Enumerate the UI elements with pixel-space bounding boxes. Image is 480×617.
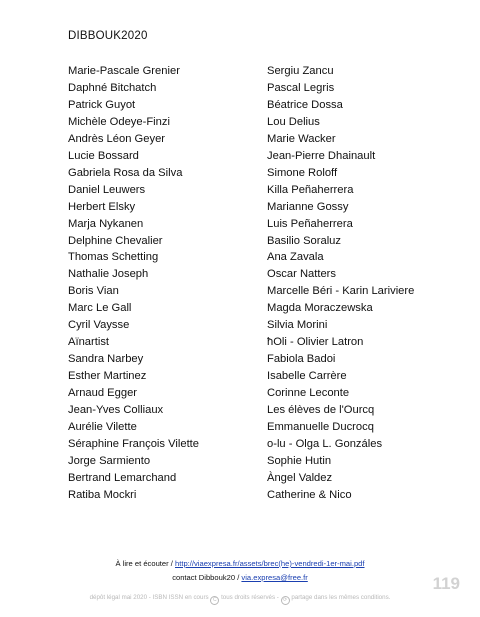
names-column-left	[68, 63, 199, 504]
name-item: Luis Peñaherrera	[267, 217, 353, 230]
name-item: Nathalie Joseph	[68, 268, 149, 281]
name-item: Andrès Léon Geyer	[68, 132, 166, 145]
names-column-right	[267, 63, 414, 504]
name-item: Pascal Legris	[267, 81, 335, 94]
name-item: Basilio Soraluz	[267, 234, 341, 247]
listen-link[interactable]: http://viaexpresa.fr/assets/brec(he)-vendredi-1er-mai.pdf	[175, 559, 365, 568]
name-item: Sandra Narbey	[68, 353, 144, 366]
name-item: Isabelle Carrère	[267, 370, 347, 383]
name-item: Cyril Vaysse	[68, 319, 130, 332]
name-item: Fabiola Badoi	[267, 353, 336, 366]
name-item: Michèle Odeye-Finzi	[68, 115, 170, 128]
name-item: Jean-Pierre Dhainault	[267, 149, 376, 162]
name-item: Lucie Bossard	[68, 149, 139, 162]
page-number: 119	[432, 574, 460, 593]
contact-line	[0, 573, 480, 582]
name-item: Sophie Hutin	[267, 454, 332, 467]
name-item: Emmanuelle Ducrocq	[267, 421, 374, 434]
document-title: DIBBOUK2020	[68, 30, 148, 42]
copyright-icon: C	[210, 596, 219, 605]
legal-deposit-text: dépôt légal mai 2020 - ISBN ISSN en cours	[89, 594, 209, 601]
name-item: Daphné Bitchatch	[68, 81, 157, 94]
name-item: Àngel Valdez	[267, 471, 333, 484]
name-item: Marianne Gossy	[267, 200, 349, 213]
name-item: Corinne Leconte	[267, 387, 350, 400]
name-item: Aurélie Vilette	[68, 421, 137, 434]
name-item: ħOli - Olivier Latron	[267, 336, 364, 349]
name-item: Arnaud Egger	[68, 387, 138, 400]
legal-notice	[0, 594, 480, 605]
share-alike-icon: ⟳	[281, 596, 290, 605]
rights-reserved-text: tous droits réservés -	[221, 594, 279, 601]
listen-label: À lire et écouter /	[115, 559, 175, 568]
name-item: Jean-Yves Colliaux	[68, 404, 164, 417]
name-item: Thomas Schetting	[68, 251, 159, 264]
name-item: Silvia Morini	[267, 319, 328, 332]
name-item: Aïnartist	[68, 336, 110, 349]
name-item: Simone Roloff	[267, 166, 338, 179]
name-item: Séraphine François Vilette	[68, 437, 200, 450]
name-item: Esther Martinez	[68, 370, 147, 383]
name-item: o-lu - Olga L. Gonzáles	[267, 437, 383, 450]
name-item: Jorge Sarmiento	[68, 454, 151, 467]
listen-line	[0, 559, 480, 568]
name-item: Catherine & Nico	[267, 488, 352, 501]
name-item: Béatrice Dossa	[267, 98, 343, 111]
name-item: Ana Zavala	[267, 251, 324, 264]
name-item: Gabriela Rosa da Silva	[68, 166, 183, 179]
name-item: Marja Nykanen	[68, 217, 144, 230]
name-item: Sergiu Zancu	[267, 65, 334, 77]
name-item: Marcelle Béri - Karin Lariviere	[267, 285, 415, 298]
name-item: Boris Vian	[68, 285, 119, 298]
name-item: Marc Le Gall	[68, 302, 132, 315]
name-item: Delphine Chevalier	[68, 234, 163, 247]
name-item: Ratiba Mockri	[68, 488, 137, 501]
share-alike-text: partage dans les mêmes conditions.	[291, 594, 391, 601]
name-item: Marie-Pascale Grenier	[68, 65, 180, 77]
name-item: Magda Moraczewska	[267, 302, 373, 315]
name-item: Bertrand Lemarchand	[68, 471, 177, 484]
name-item: Killa Peñaherrera	[267, 183, 354, 196]
name-item: Daniel Leuwers	[68, 183, 146, 196]
name-item: Les élèves de l'Ourcq	[267, 404, 375, 417]
name-item: Oscar Natters	[267, 268, 337, 281]
contact-email-link[interactable]: via.expresa@free.fr	[241, 573, 308, 582]
name-item: Patrick Guyot	[68, 98, 136, 111]
name-item: Herbert Elsky	[68, 200, 136, 213]
contact-label: contact Dibbouk20 /	[172, 573, 242, 582]
name-item: Lou Delius	[267, 115, 320, 128]
name-item: Marie Wacker	[267, 132, 336, 145]
